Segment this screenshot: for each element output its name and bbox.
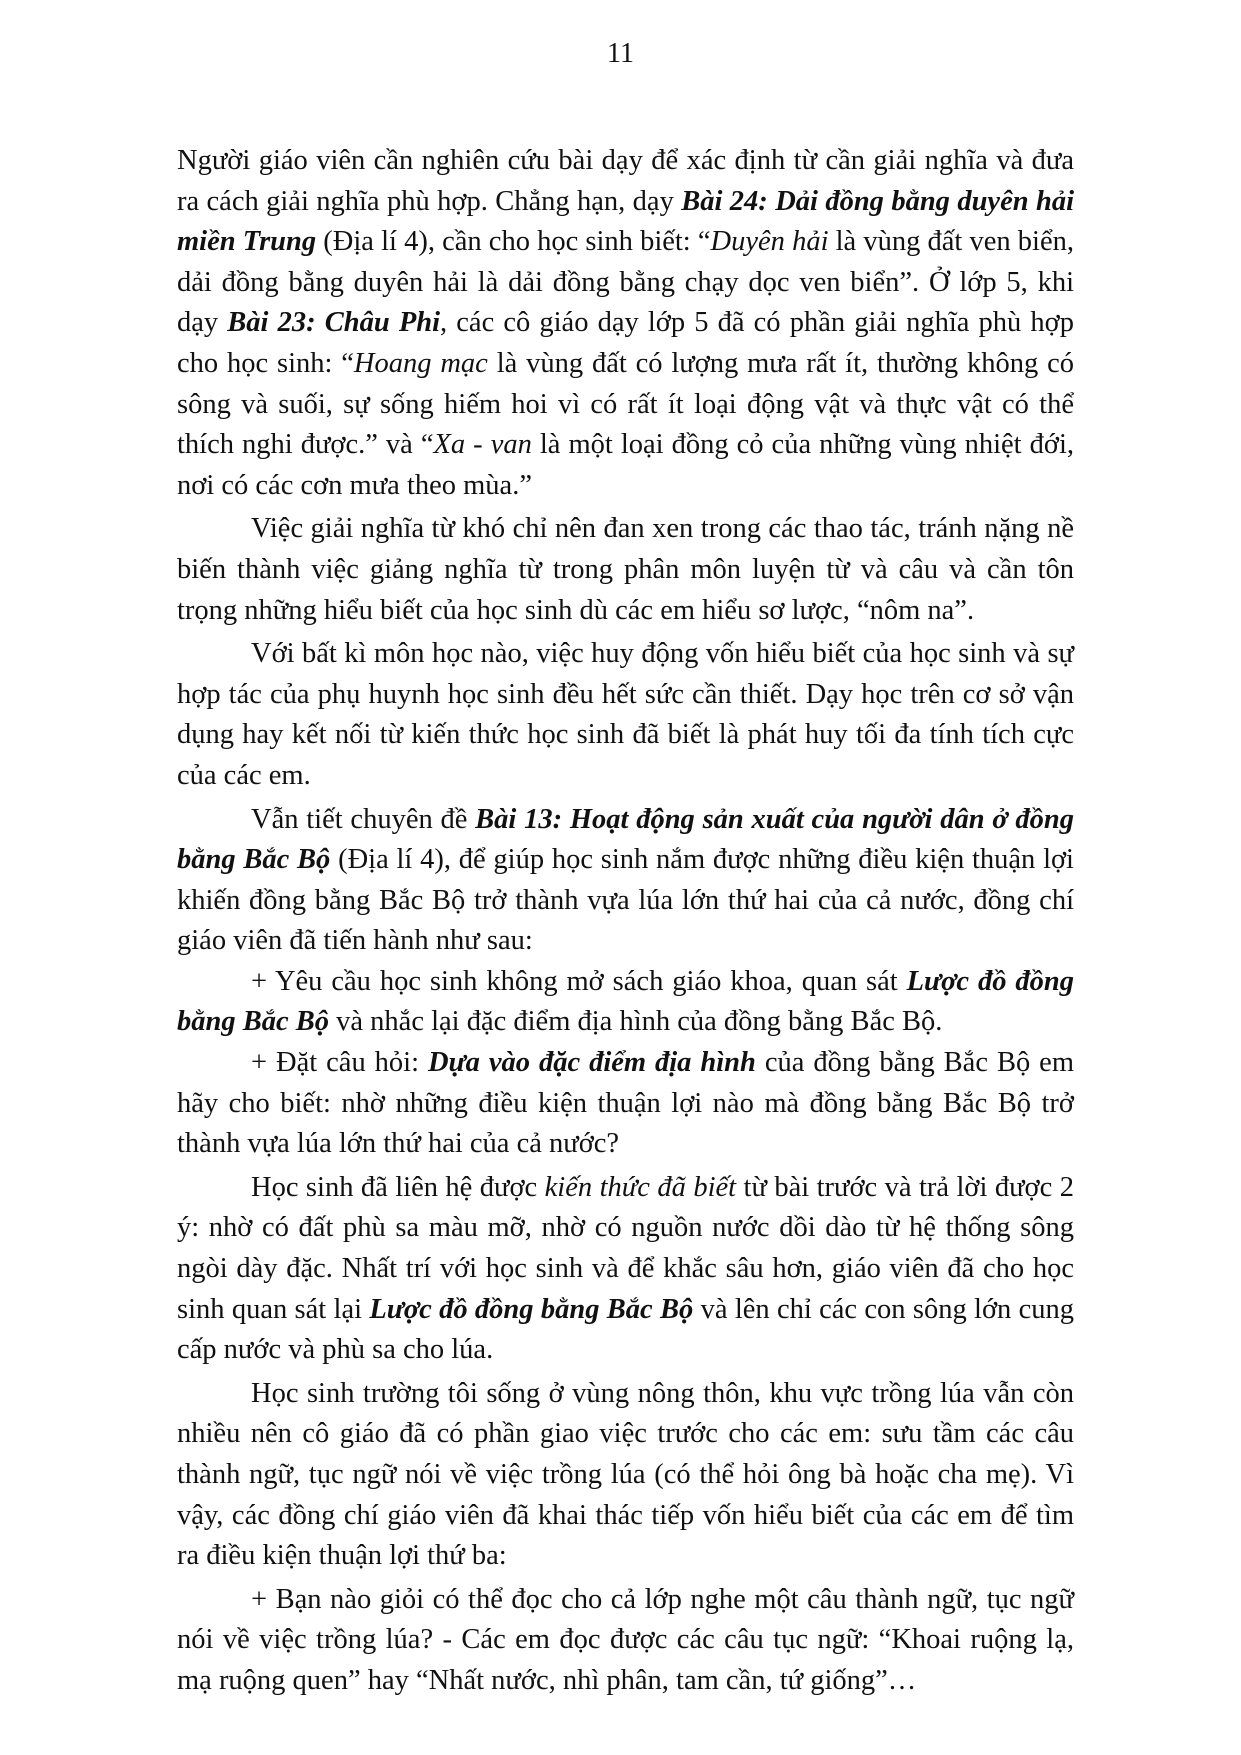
text-segment: từ bài trước và trả lời được 2 ý: nhờ có đất phù sa màu mỡ, nhờ có nguồn nước dồi dào từ hệ thống sông ngòi dày đặc. Nhất trí với học sinh và để khắc sâu hơn, giáo viên đã cho học sinh quan sát lại bbox=[177, 1171, 1074, 1325]
paragraph-6 bbox=[177, 1043, 1074, 1165]
text-segment: và lên chỉ các con sông lớn cung cấp nước và phù sa cho lúa. bbox=[177, 1293, 1074, 1366]
emphasis-text: kiến thức đã biết bbox=[544, 1171, 737, 1203]
lesson-title-24: Bài 24: Dải đồng bằng duyên hải miền Trung bbox=[177, 185, 1074, 258]
text-segment: Học sinh trường tôi sống ở vùng nông thôn, khu vực trồng lúa vẫn còn nhiều nên cô giáo đã có phần giao việc trước cho các em: sưu tầm các câu thành ngữ, tục ngữ nói về việc trồng lúa (có thể hỏi ông bà hoặc cha mẹ). Vì vậy, các đồng chí giáo viên đã khai thác tiếp vốn hiểu biết của các em để tìm ra điều kiện thuận lợi thứ ba: bbox=[177, 1377, 1074, 1572]
paragraph-3 bbox=[177, 634, 1074, 796]
paragraph-8 bbox=[177, 1374, 1074, 1577]
body-text bbox=[177, 141, 1074, 1702]
paragraph-1 bbox=[177, 141, 1074, 506]
text-segment: + Bạn nào giỏi có thể đọc cho cả lớp nghe một câu thành ngữ, tục ngữ nói về việc trồng lúa? - Các em đọc được các câu tục ngữ: “Khoai ruộng lạ, mạ ruộng quen” hay “Nhất nước, nhì phân, tam cần, tứ giống”… bbox=[177, 1583, 1074, 1696]
map-title: Lược đồ đồng bằng Bắc Bộ bbox=[177, 965, 1074, 1038]
text-segment: Việc giải nghĩa từ khó chỉ nên đan xen trong các thao tác, tránh nặng nề biến thành việc giảng nghĩa từ trong phân môn luyện từ và câu và cần tôn trọng những hiểu biết của học sinh dù các em hiểu sơ lược, “nôm na”. bbox=[177, 513, 1074, 626]
paragraph-2 bbox=[177, 509, 1074, 631]
emphasis-text: Dựa vào đặc điểm địa hình bbox=[427, 1047, 756, 1079]
text-segment: là vùng đất ven biển, dải đồng bằng duyên hải là dải đồng bằng chạy dọc ven biển”. Ở lớp 5, khi dạy bbox=[177, 226, 1074, 339]
text-segment: + Yêu cầu học sinh không mở sách giáo khoa, quan sát bbox=[251, 965, 907, 997]
paragraph-7 bbox=[177, 1168, 1074, 1371]
paragraph-4 bbox=[177, 800, 1074, 962]
text-segment: + Đặt câu hỏi: bbox=[251, 1047, 428, 1079]
text-segment: Vẫn tiết chuyên đề bbox=[251, 803, 476, 835]
text-segment: Người giáo viên cần nghiên cứu bài dạy để xác định từ cần giải nghĩa và đưa ra cách giải nghĩa phù hợp. Chẳng hạn, dạy bbox=[177, 145, 1074, 217]
text-segment: Học sinh đã liên hệ được bbox=[251, 1171, 545, 1203]
text-segment: (Địa lí 4), để giúp học sinh nắm được những điều kiện thuận lợi khiến đồng bằng Bắc Bộ trở thành vựa lúa lớn thứ hai của cả nước, đồng chí giáo viên đã tiến hành như sau: bbox=[177, 844, 1074, 957]
map-title: Lược đồ đồng bằng Bắc Bộ bbox=[369, 1293, 694, 1325]
text-segment: (Địa lí 4), cần cho học sinh biết: “ bbox=[316, 226, 711, 258]
lesson-title-13: Bài 13: Hoạt động sản xuất của người dân ở đồng bằng Bắc Bộ bbox=[177, 803, 1074, 876]
term-hoang-mac: Hoang mạc bbox=[353, 347, 488, 379]
text-segment: và nhắc lại đặc điểm địa hình của đồng bằng Bắc Bộ. bbox=[329, 1006, 943, 1038]
text-segment: Với bất kì môn học nào, việc huy động vốn hiểu biết của học sinh và sự hợp tác của phụ huynh học sinh đều hết sức cần thiết. Dạy học trên cơ sở vận dụng hay kết nối từ kiến thức học sinh đã biết là phát huy tối đa tính tích cực của các em. bbox=[177, 638, 1074, 791]
paragraph-5 bbox=[177, 962, 1074, 1043]
term-duyen-hai: Duyên hải bbox=[710, 226, 829, 258]
text-segment: là vùng đất có lượng mưa rất ít, thường không có sông và suối, sự sống hiếm hoi vì có rất ít loại động vật và thực vật có thể thích nghi được.” và “ bbox=[177, 347, 1074, 461]
term-xa-van: Xa - van bbox=[433, 429, 532, 461]
paragraph-9 bbox=[177, 1580, 1074, 1702]
text-segment: của đồng bằng Bắc Bộ em hãy cho biết: nhờ những điều kiện thuận lợi nào mà đồng bằng Bắc Bộ trở thành vựa lúa lớn thứ hai của cả nước? bbox=[177, 1047, 1074, 1160]
text-segment: là một loại đồng cỏ của những vùng nhiệt đới, nơi có các cơn mưa theo mùa.” bbox=[177, 429, 1074, 501]
text-segment: , các cô giáo dạy lớp 5 đã có phần giải nghĩa phù hợp cho học sinh: “ bbox=[177, 307, 1075, 379]
page-number: 11 bbox=[607, 38, 634, 69]
lesson-title-23: Bài 23: Châu Phi bbox=[227, 307, 441, 339]
